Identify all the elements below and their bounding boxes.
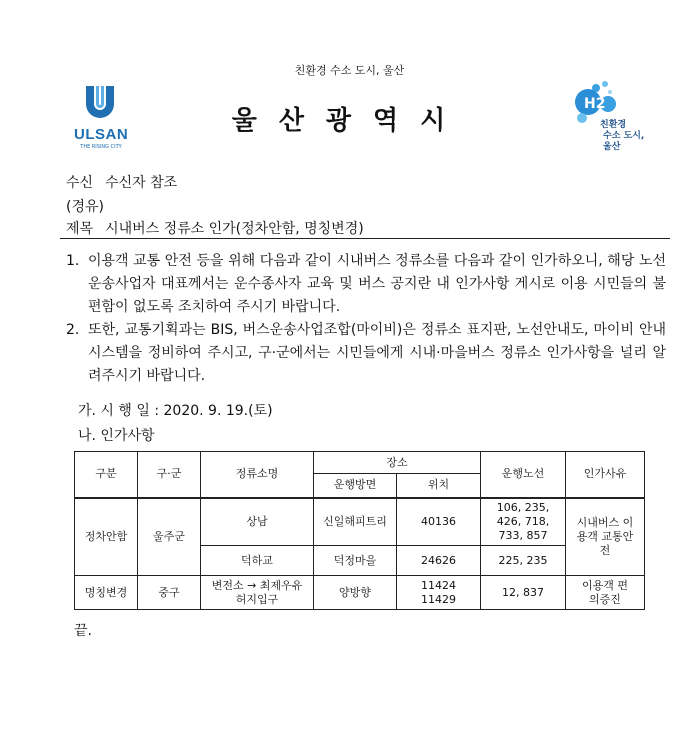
- header-routes: 운행노선: [481, 452, 566, 498]
- subject-line: [66, 218, 364, 238]
- header-position: 위치: [397, 474, 481, 498]
- subject-label: 제목: [66, 221, 94, 237]
- logo-right-line-2: 수소 도시,: [603, 131, 645, 141]
- paragraph-2: [66, 319, 666, 388]
- row-1b-routes: 225, 235: [481, 546, 566, 576]
- table-row: [75, 498, 645, 546]
- row-1b-position: 24626: [397, 546, 481, 576]
- paragraph-1: [66, 250, 666, 319]
- row-2-stop-name: 변전소 → 최제우유허지입구: [201, 576, 314, 610]
- row-2-category: 명칭변경: [75, 576, 138, 610]
- row-1a-position: 40136: [397, 498, 481, 546]
- paragraph-2-text: 또한, 교통기획과는 BIS, 버스운송사업조합(마이비)은 정류소 표지판, 노선안내도, 마이비 안내 시스템을 정비하여 주시고, 구·군에서는 시민들에게 시내·마을버스 정류소 인가사항을 널리 알려주시기 바랍니다.: [88, 322, 666, 384]
- row-2-direction: 양방향: [314, 576, 397, 610]
- row-1a-direction: 신일해피트리: [314, 498, 397, 546]
- header-category: 구분: [75, 452, 138, 498]
- via-line: (경유): [66, 199, 104, 215]
- paragraph-1-text: 이용객 교통 안전 등을 위해 다음과 같이 시내버스 정류소를 다음과 같이 인가하오니, 해당 노선 운송사업자 대표께서는 운수종사자 교육 및 버스 공지란 내 인가사항 게시로 이용 시민들의 불편함이 없도록 조치하여 주시기 바랍니다.: [88, 253, 666, 315]
- row-1-category: 정차안함: [75, 498, 138, 576]
- recipient-line: [66, 172, 177, 192]
- row-1b-stop-name: 덕하교: [201, 546, 314, 576]
- header-stop-name: 정류소명: [201, 452, 314, 498]
- row-2-reason: 이용객 편의증진: [566, 576, 645, 610]
- h2-mark: H2: [584, 96, 606, 112]
- row-2-routes: 12, 837: [481, 576, 566, 610]
- permit-items-heading: 나. 인가사항: [78, 428, 155, 444]
- header-slogan: 친환경 수소 도시, 울산: [294, 64, 405, 77]
- row-2-district: 중구: [138, 576, 201, 610]
- header-direction: 운행방면: [314, 474, 397, 498]
- logo-right-line-1: 친환경: [600, 120, 627, 130]
- header-location: 장소: [314, 452, 481, 474]
- recipient-label: 수신: [66, 175, 94, 191]
- row-1-reason: 시내버스 이용객 교통안전: [566, 498, 645, 576]
- row-1a-routes: 106, 235, 426, 718, 733, 857: [481, 498, 566, 546]
- logo-brand-text: ULSAN: [74, 126, 129, 143]
- subject-divider: [60, 238, 670, 239]
- header-reason: 인가사유: [566, 452, 645, 498]
- paragraph-2-number: 2.: [66, 322, 80, 338]
- permit-table: [74, 451, 645, 610]
- header-district: 구·군: [138, 452, 201, 498]
- paragraph-1-number: 1.: [66, 253, 80, 269]
- row-1b-direction: 덕정마을: [314, 546, 397, 576]
- row-2-position: 11424 11429: [397, 576, 481, 610]
- subject-value: 시내버스 정류소 인가(정차안함, 명칭변경): [105, 221, 364, 237]
- recipient-value: 수신자 참조: [105, 175, 178, 191]
- end-mark: 끝.: [74, 623, 92, 639]
- logo-right-line-3: 울산: [603, 142, 621, 152]
- row-1-district: 울주군: [138, 498, 201, 576]
- organization-title: 울산광역시: [231, 106, 468, 136]
- table-row: [75, 576, 645, 610]
- effective-date-item: 가. 시 행 일 : 2020. 9. 19.(토): [78, 403, 273, 419]
- logo-tagline: THE RISING CITY: [80, 144, 122, 150]
- row-1a-stop-name: 상남: [201, 498, 314, 546]
